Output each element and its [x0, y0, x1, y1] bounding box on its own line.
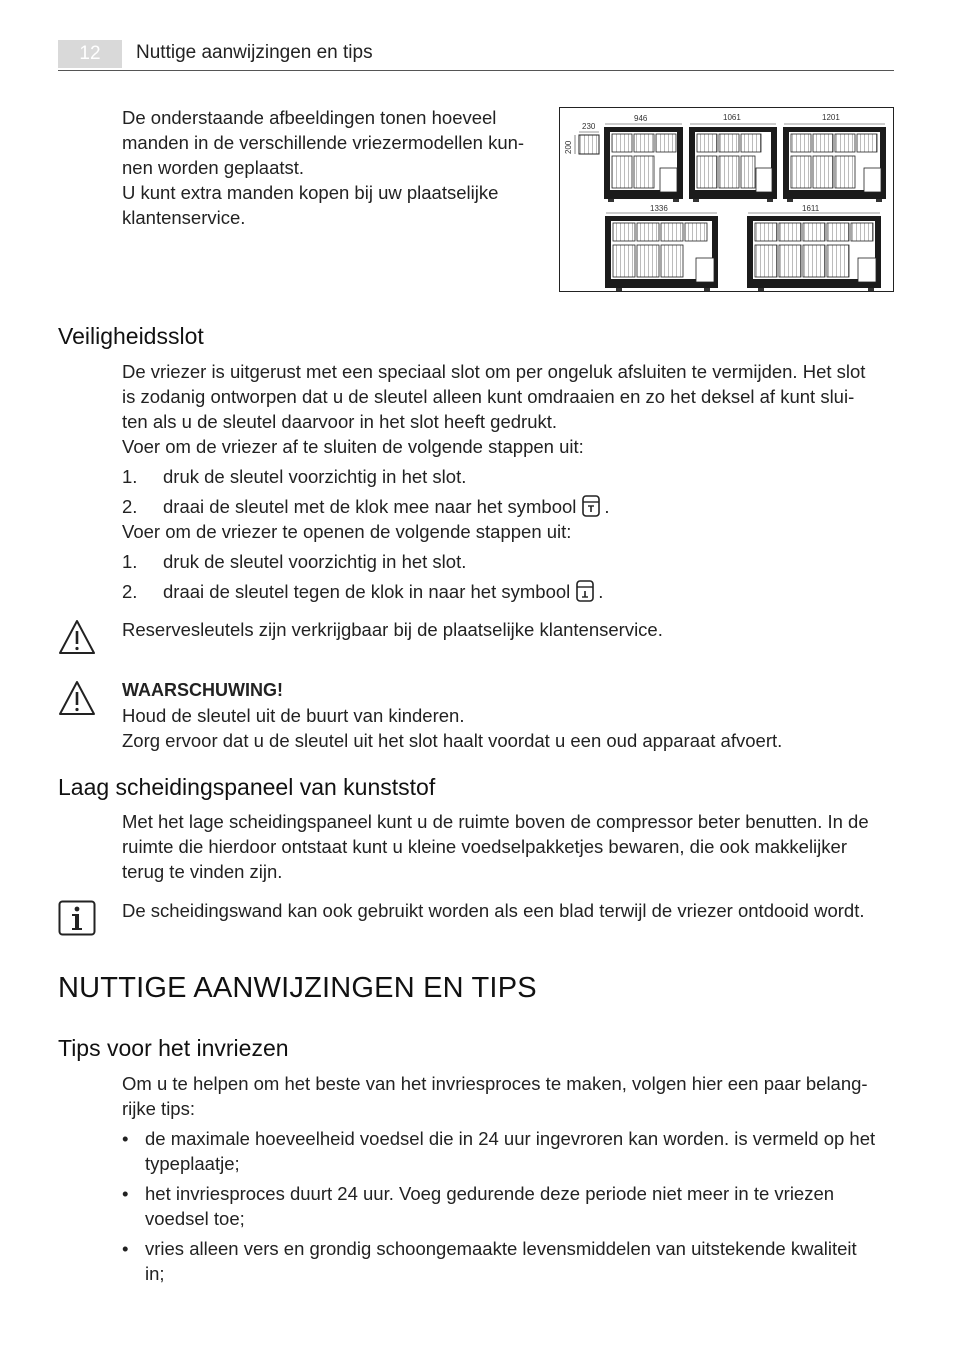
model-label-946: 946: [634, 114, 648, 123]
freezer-1201-layout: [783, 127, 886, 202]
bullet-line: vries alleen vers en grondig schoongemaakte levensmiddelen van uitstekende kwaliteit: [145, 1238, 857, 1259]
model-label-1336: 1336: [650, 204, 668, 213]
intro-line: De onderstaande afbeeldingen tonen hoeveel: [122, 107, 497, 128]
step-text: draai de sleutel met de klok mee naar het symbool: [163, 496, 577, 517]
basket-layout-drawing: [560, 108, 893, 291]
model-label-1061: 1061: [723, 113, 741, 122]
spare-keys-note: Reservesleutels zijn verkrijgbaar bij de plaatselijke klantenservice.: [122, 619, 663, 640]
paragraph-line: terug te vinden zijn.: [122, 861, 283, 882]
paragraph-line: Met het lage scheidingspaneel kunt u de ruimte boven de compressor beter benutten. In de: [122, 811, 869, 832]
intro-line: U kunt extra manden kopen bij uw plaatselijke: [122, 182, 499, 203]
bullet-dot: •: [122, 1238, 129, 1259]
step-end: .: [598, 581, 604, 602]
step-end: .: [604, 496, 610, 517]
page-number: 12: [58, 40, 122, 68]
lock-open-icon: [576, 580, 594, 602]
step-number: 1.: [122, 551, 138, 572]
basket-layout-figure: [559, 107, 894, 292]
intro-line: klantenservice.: [122, 207, 246, 228]
paragraph-line: De vriezer is uitgerust met een speciaal slot om per ongeluk afsluiten te vermijden. Het slot: [122, 361, 866, 382]
freezer-946-layout: [604, 127, 683, 202]
freezer-1611-layout: [747, 216, 881, 291]
bullet-line: in;: [145, 1263, 165, 1284]
tips-intro: [122, 1071, 897, 1121]
step-text: draai de sleutel tegen de klok in naar het symbool: [163, 581, 571, 602]
close-intro: Voer om de vriezer af te sluiten de volgende stappen uit:: [122, 436, 584, 457]
basket-width-label: 230: [582, 122, 596, 131]
info-icon: [58, 900, 96, 936]
chapter-title: NUTTIGE AANWIJZINGEN EN TIPS: [58, 972, 537, 1004]
step-number: 2.: [122, 581, 138, 602]
heading-freezing-tips: Tips voor het invriezen: [58, 1035, 289, 1061]
basket-height-label: 200: [564, 140, 573, 154]
model-label-1201: 1201: [822, 113, 840, 122]
bullet-dot: •: [122, 1183, 129, 1204]
model-label-1611: 1611: [802, 204, 820, 213]
warning-triangle-icon: [58, 619, 96, 655]
bullet-line: typeplaatje;: [145, 1153, 240, 1174]
safety-lock-paragraph: [122, 359, 897, 459]
lock-closed-icon: [582, 495, 600, 517]
paragraph-line: rijke tips:: [122, 1098, 195, 1119]
step-number: 1.: [122, 466, 138, 487]
warning-line: Houd de sleutel uit de buurt van kinderen.: [122, 705, 465, 726]
freezer-1336-layout: [605, 216, 718, 291]
warning-block: [122, 678, 897, 753]
intro-line: nen worden geplaatst.: [122, 157, 305, 178]
header-divider: [58, 70, 894, 71]
warning-line: Zorg ervoor dat u de sleutel uit het slot haalt voordat u een oud apparaat afvoert.: [122, 730, 783, 751]
intro-paragraph: [122, 105, 542, 230]
bullet-dot: •: [122, 1128, 129, 1149]
bullet-line: de maximale hoeveelheid voedsel die in 24 uur ingevroren kan worden. is vermeld op het: [145, 1128, 876, 1149]
step-text: druk de sleutel voorzichtig in het slot.: [163, 466, 467, 487]
paragraph-line: is zodanig ontworpen dat u de sleutel alleen kunt omdraaien en zo het deksel af kunt slui-: [122, 386, 855, 407]
warning-triangle-icon: [58, 680, 96, 716]
paragraph-line: ten als u de sleutel daarvoor in het slot heeft gedrukt.: [122, 411, 558, 432]
heading-safety-lock: Veiligheidsslot: [58, 323, 204, 349]
freezer-1061-layout: [689, 127, 777, 202]
bullet-line: voedsel toe;: [145, 1208, 245, 1229]
running-title: Nuttige aanwijzingen en tips: [136, 42, 373, 63]
paragraph-line: ruimte die hierdoor ontstaat kunt u kleine voedselpakketjes bewaren, die ook makkelijker: [122, 836, 847, 857]
intro-line: manden in de verschillende vriezermodellen kun-: [122, 132, 525, 153]
bullet-line: het invriesproces duurt 24 uur. Voeg gedurende deze periode niet meer in te vriezen: [145, 1183, 835, 1204]
warning-label: WAARSCHUWING!: [122, 680, 283, 700]
open-intro: Voer om de vriezer te openen de volgende stappen uit:: [122, 521, 572, 542]
divider-panel-paragraph: [122, 809, 897, 884]
step-number: 2.: [122, 496, 138, 517]
paragraph-line: Om u te helpen om het beste van het invriesproces te maken, volgen hier een paar belang-: [122, 1073, 868, 1094]
divider-info-note: De scheidingswand kan ook gebruikt worden als een blad terwijl de vriezer ontdooid wordt.: [122, 900, 865, 921]
step-text: druk de sleutel voorzichtig in het slot.: [163, 551, 467, 572]
heading-divider-panel: Laag scheidingspaneel van kunststof: [58, 774, 436, 800]
